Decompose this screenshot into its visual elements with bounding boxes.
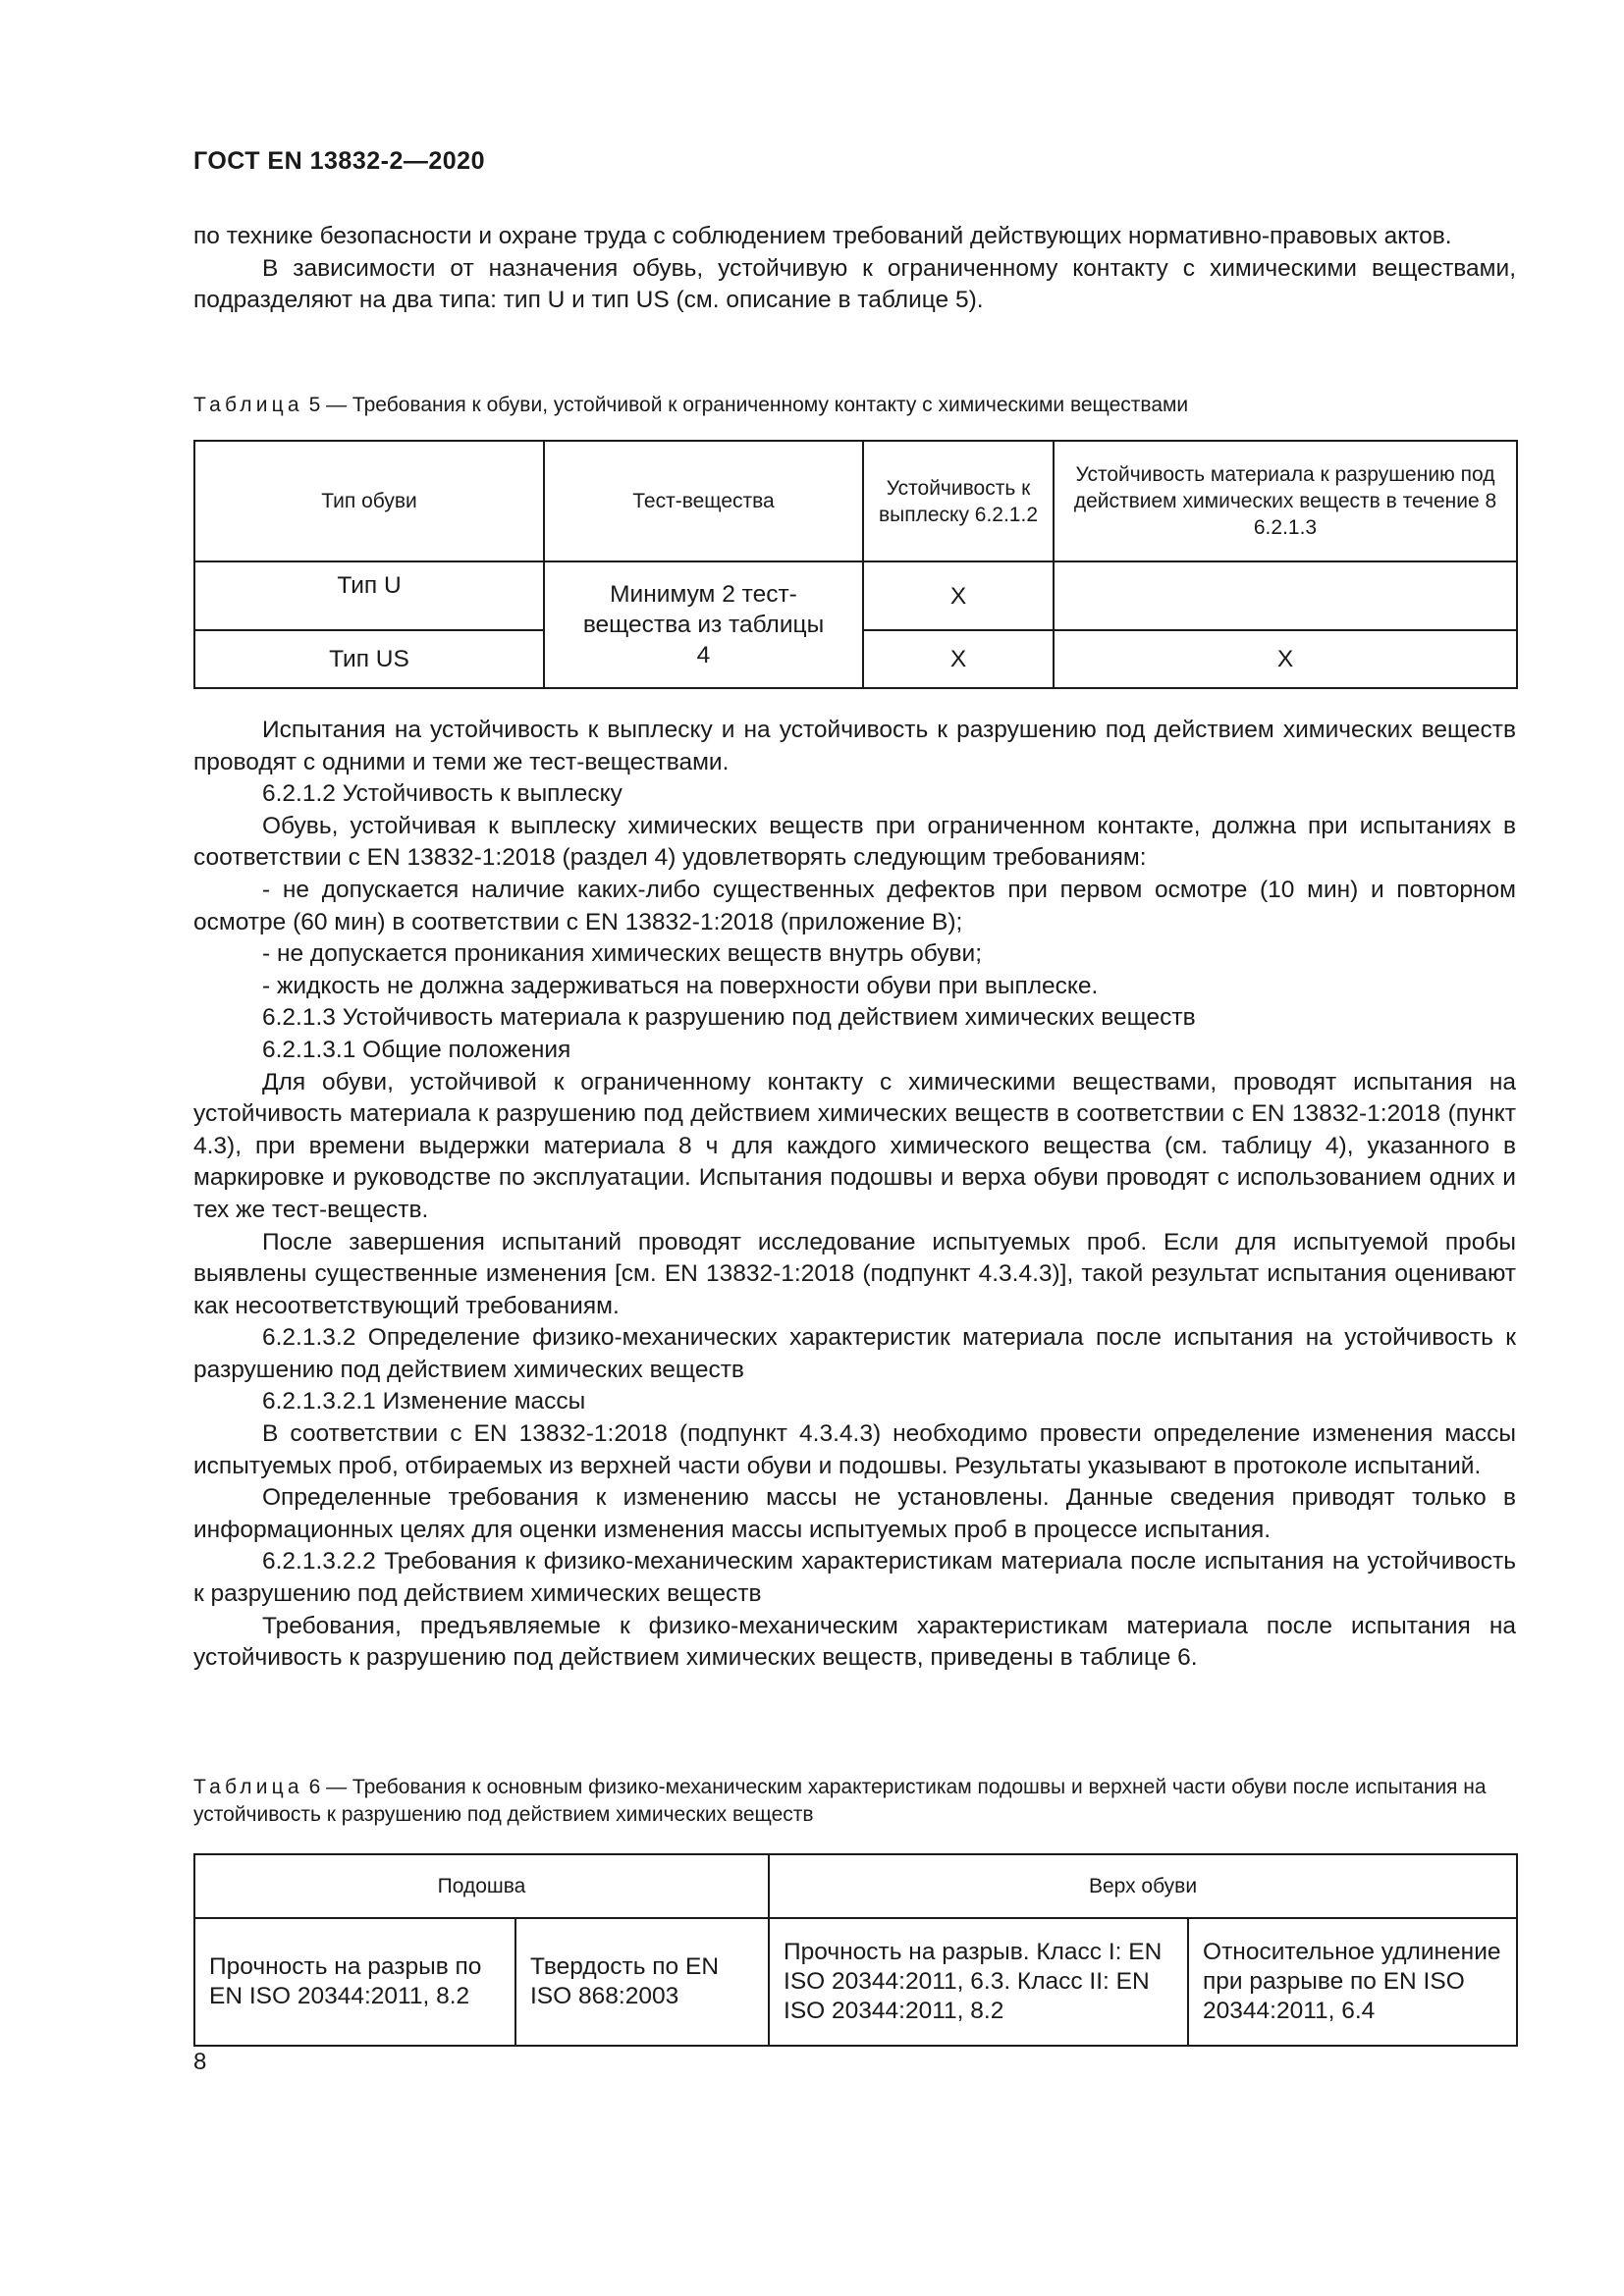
table6-cell: Относительное удлинение при разрыве по EN ISO 20344:2011, 6.4 bbox=[1188, 1918, 1517, 2046]
table5-caption bbox=[193, 392, 1516, 419]
table6-cell: Прочность на разрыв по EN ISO 20344:2011, 8.2 bbox=[194, 1918, 515, 2046]
body-paragraph: Испытания на устойчивость к выплеску и на устойчивость к разрушению под действием химических веществ проводят с одними и теми же тест-веществами. bbox=[193, 717, 1516, 775]
table-5 bbox=[193, 440, 1518, 689]
table6-caption-label: Таблица bbox=[193, 1776, 303, 1798]
table5-caption-label: Таблица bbox=[193, 394, 303, 416]
table6-cell: Твердость по EN ISO 868:2003 bbox=[515, 1918, 769, 2046]
intro-paragraph-1: по технике безопасности и охране труда с соблюдением требований действующих нормативно-правовых актов. bbox=[193, 223, 1452, 249]
table6-header-sole: Подошва bbox=[194, 1854, 769, 1918]
page-number: 8 bbox=[193, 2049, 207, 2075]
table5-cell-type: Тип US bbox=[194, 630, 544, 688]
body-paragraph: Для обуви, устойчивой к ограниченному контакту с химическими веществами, проводят испытания на устойчивость материала к разрушению под действием химических веществ в соответствии с EN 13832-1:2018 (пункт 4.3), при времени выдержки материала 8 ч для каждого химического вещества (см. таблицу 4), указанного в маркировке и руководстве по эксплуатации. Испытания подошвы и верха обуви проводят с использованием одних и тех же тест-веществ. bbox=[193, 1068, 1516, 1223]
body-paragraph: После завершения испытаний проводят исследование испытуемых проб. Если для испытуемой пробы выявлены существенные изменения [см. EN 13832-1:2018 (подпункт 4.3.4.3)], такой результат испытания оценивают как несоответствующий требованиям. bbox=[193, 1228, 1516, 1319]
section-heading-6-2-1-3: 6.2.1.3 Устойчивость материала к разрушению под действием химических веществ bbox=[262, 1004, 1196, 1032]
bullet-item: - жидкость не должна задерживаться на поверхности обуви при выплеске. bbox=[262, 972, 1099, 999]
table-6 bbox=[193, 1853, 1518, 2047]
table5-row bbox=[194, 561, 1517, 630]
table5-header-cell: Тип обуви bbox=[194, 441, 544, 561]
body-paragraph: В соответствии с EN 13832-1:2018 (подпункт 4.3.4.3) необходимо провести определение изменения массы испытуемых проб, отбираемых из верхней части обуви и подошвы. Результаты указывают в протоколе испытаний. bbox=[193, 1420, 1516, 1479]
body-text bbox=[193, 715, 1516, 1675]
section-heading-6-2-1-2: 6.2.1.2 Устойчивость к выплеску bbox=[262, 780, 623, 808]
document-header: ГОСТ EN 13832-2—2020 bbox=[193, 147, 485, 175]
intro-text bbox=[193, 221, 1516, 317]
body-paragraph: Определенные требования к изменению массы не установлены. Данные сведения приводят только в информационных целях для оценки изменения массы испытуемых проб в процессе испытания. bbox=[193, 1484, 1516, 1543]
table6-cell: Прочность на разрыв. Класс I: EN ISO 20344:2011, 6.3. Класс II: EN ISO 20344:2011, 8.2 bbox=[769, 1918, 1188, 2046]
section-heading-6-2-1-3-2-1: 6.2.1.3.2.1 Изменение массы bbox=[262, 1388, 586, 1415]
table5-caption-text: 5 — Требования к обуви, устойчивой к ограниченному контакту с химическими веществами bbox=[302, 394, 1189, 416]
table6-header-upper: Верх обуви bbox=[769, 1854, 1517, 1918]
body-paragraph: Обувь, устойчивая к выплеску химических веществ при ограниченном контакте, должна при испытаниях в соответствии с EN 13832-1:2018 (раздел 4) удовлетворять следующим требованиям: bbox=[193, 812, 1516, 872]
body-paragraph: Требования, предъявляемые к физико-механическим характеристикам материала после испытания на устойчивость к разрушению под действием химических веществ, приведены в таблице 6. bbox=[193, 1612, 1516, 1672]
table6-caption bbox=[193, 1774, 1516, 1829]
table5-header-cell: Тест-вещества bbox=[544, 441, 863, 561]
table5-cell-splash: X bbox=[863, 561, 1054, 630]
table6-caption-text: 6 — Требования к основным физико-механическим характеристикам подошвы и верхней части обуви после испытания на устойчивость к разрушению под действием химических веществ bbox=[193, 1776, 1487, 1826]
table5-cell-degradation: X bbox=[1054, 630, 1517, 688]
section-heading-6-2-1-3-2-2: 6.2.1.3.2.2 Требования к физико-механическим характеристикам материала после испытания на устойчивость к разрушению под действием химических веществ bbox=[193, 1548, 1516, 1608]
table5-cell-substances: Минимум 2 тест-вещества из таблицы 4 bbox=[544, 561, 863, 688]
intro-paragraph-2: В зависимости от назначения обувь, устойчивую к ограниченному контакту с химическими веществами, подразделяют на два типа: тип U и тип US (см. описание в таблице 5). bbox=[193, 254, 1516, 314]
table5-cell-splash: X bbox=[863, 630, 1054, 688]
section-heading-6-2-1-3-2: 6.2.1.3.2 Определение физико-механических характеристик материала после испытания на устойчивость к разрушению под действием химических веществ bbox=[193, 1324, 1516, 1383]
table5-cell-degradation bbox=[1054, 561, 1517, 630]
section-heading-6-2-1-3-1: 6.2.1.3.1 Общие положения bbox=[262, 1036, 571, 1063]
table5-header-cell: Устойчивость материала к разрушению под действием химических веществ в течение 8 6.2.1.3 bbox=[1054, 441, 1517, 561]
table5-header-row bbox=[194, 441, 1517, 561]
bullet-item: - не допускается проникания химических веществ внутрь обуви; bbox=[262, 940, 983, 968]
table6-row bbox=[194, 1918, 1517, 2046]
table5-header-cell: Устойчивость к выплеску 6.2.1.2 bbox=[863, 441, 1054, 561]
table5-cell-type: Тип U bbox=[194, 561, 544, 630]
bullet-item: - не допускается наличие каких-либо существенных дефектов при первом осмотре (10 мин) и повторном осмотре (60 мин) в соответствии с EN 13832-1:2018 (приложение В); bbox=[193, 876, 1516, 935]
table6-header-row bbox=[194, 1854, 1517, 1918]
